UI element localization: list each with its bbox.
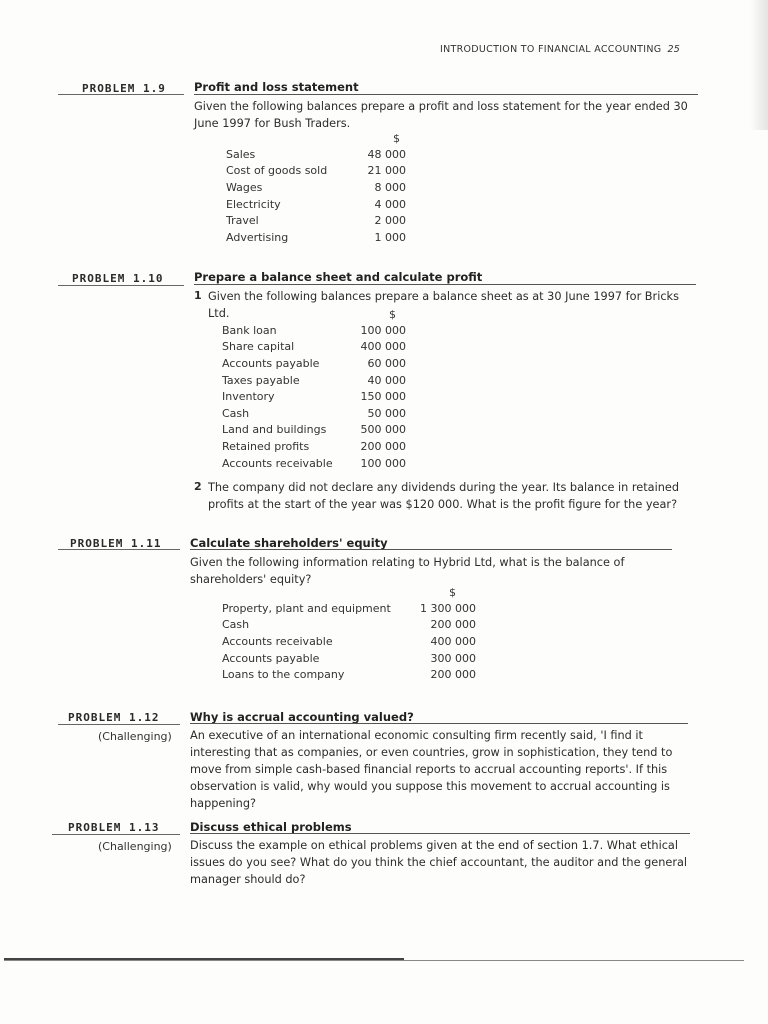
table-row [222, 405, 406, 422]
table-row [226, 229, 406, 246]
title-rule [194, 284, 696, 285]
part-1-text: Given the following balances prepare a balance sheet as at 30 June 1997 for Bricks Ltd. [208, 290, 679, 320]
table-row [222, 455, 406, 472]
title-rule [190, 549, 672, 550]
row-item: Travel [226, 214, 259, 228]
row-item: Accounts receivable [222, 634, 333, 648]
title-rule [190, 833, 690, 834]
problem-body: Discuss the example on ethical problems given at the end of section 1.7. What ethical issues do you see? What do you think the chief accountant, the auditor and the general manager should do? [190, 839, 688, 886]
problem-title: Discuss ethical problems [190, 820, 352, 834]
row-item: Taxes payable [222, 373, 300, 387]
row-value: 100 000 [360, 456, 406, 470]
row-item: Loans to the company [222, 668, 345, 682]
row-value: 400 000 [430, 634, 476, 648]
currency-header: $ [393, 131, 400, 145]
problem-label: PROBLEM 1.9 [82, 82, 166, 95]
table-row [226, 179, 406, 196]
running-head-title: INTRODUCTION TO FINANCIAL ACCOUNTING [440, 44, 662, 55]
row-value: 21 000 [367, 164, 406, 178]
table-row [226, 146, 406, 163]
table-row [222, 438, 406, 455]
problem-title: Why is accrual accounting valued? [190, 710, 414, 724]
row-item: Retained profits [222, 439, 310, 453]
balances-table [222, 306, 406, 471]
row-value: 300 000 [430, 651, 476, 665]
table-row [222, 388, 406, 405]
row-item: Property, plant and equipment [222, 601, 391, 615]
row-item: Bank loan [222, 323, 277, 337]
table-row [222, 650, 476, 667]
table-row [222, 666, 476, 683]
difficulty-tag: (Challenging) [98, 840, 172, 853]
table-row [222, 322, 406, 339]
problem-intro: Given the following balances prepare a profit and loss statement for the year ended 30 June 1997 for Bush Traders. [194, 100, 688, 130]
table-row [222, 355, 406, 372]
problem-intro: Given the following information relating to Hybrid Ltd, what is the balance of shareholders' equity? [190, 556, 625, 586]
row-value: 2 000 [374, 214, 406, 228]
problem-title: Prepare a balance sheet and calculate profit [194, 270, 483, 284]
row-item: Share capital [222, 340, 295, 354]
row-value: 400 000 [360, 340, 406, 354]
table-row [226, 196, 406, 213]
title-rule [190, 723, 688, 724]
row-item: Sales [226, 147, 256, 161]
row-item: Land and buildings [222, 423, 327, 437]
balances-table [222, 584, 476, 683]
row-value: 200 000 [360, 439, 406, 453]
table-row [222, 422, 406, 439]
running-head [440, 44, 680, 55]
table-row [226, 212, 406, 229]
table-row [222, 339, 406, 356]
row-item: Advertising [226, 230, 289, 244]
row-value: 1 000 [374, 230, 406, 244]
problem-body: An executive of an international economic consulting firm recently said, 'I find it interesting that as companies, or even countries, grow in sophistication, they tend to move from simple cash-based financial reports to accrual accounting reports'. If this observation is valid, why would you suppose this movement to accrual accounting is happening? [190, 729, 673, 810]
part-number: 1 [194, 289, 202, 302]
row-value: 48 000 [367, 147, 406, 161]
row-item: Accounts payable [222, 651, 320, 665]
problem-label: PROBLEM 1.13 [68, 821, 160, 834]
row-value: 40 000 [367, 373, 406, 387]
row-value: 60 000 [367, 356, 406, 370]
table-row [222, 600, 476, 617]
part-number: 2 [194, 480, 202, 493]
part-2-text: The company did not declare any dividends during the year. Its balance in retained profits at the start of the year was $120 000. What is the profit figure for the year? [208, 481, 679, 511]
table-row [222, 617, 476, 634]
title-rule [194, 94, 698, 95]
row-item: Inventory [222, 390, 275, 404]
footer-rule [4, 960, 744, 961]
row-item: Accounts payable [222, 356, 320, 370]
row-item: Cash [222, 406, 250, 420]
page-number: 25 [667, 44, 681, 55]
label-rule [58, 724, 180, 725]
problem-label: PROBLEM 1.10 [72, 272, 164, 285]
difficulty-tag: (Challenging) [98, 730, 172, 743]
row-item: Wages [226, 180, 263, 194]
row-item: Electricity [226, 197, 281, 211]
row-value: 100 000 [360, 323, 406, 337]
row-item: Cash [222, 618, 250, 632]
row-value: 50 000 [367, 406, 406, 420]
row-value: 200 000 [430, 668, 476, 682]
currency-header: $ [449, 585, 456, 599]
row-item: Accounts receivable [222, 456, 333, 470]
problem-title: Calculate shareholders' equity [190, 536, 388, 550]
problem-title: Profit and loss statement [194, 80, 359, 94]
page-edge-shadow [750, 0, 768, 130]
balances-table [226, 130, 406, 246]
row-value: 8 000 [374, 180, 406, 194]
row-value: 4 000 [374, 197, 406, 211]
row-value: 200 000 [430, 618, 476, 632]
table-row [226, 163, 406, 180]
row-value: 500 000 [360, 423, 406, 437]
label-rule [58, 285, 184, 286]
currency-header: $ [389, 307, 396, 321]
table-row [222, 372, 406, 389]
problem-label: PROBLEM 1.11 [70, 537, 162, 550]
table-row [222, 633, 476, 650]
row-item: Cost of goods sold [226, 164, 328, 178]
row-value: 150 000 [360, 390, 406, 404]
row-value: 1 300 000 [420, 601, 476, 615]
problem-label: PROBLEM 1.12 [68, 711, 160, 724]
label-rule [52, 834, 180, 835]
